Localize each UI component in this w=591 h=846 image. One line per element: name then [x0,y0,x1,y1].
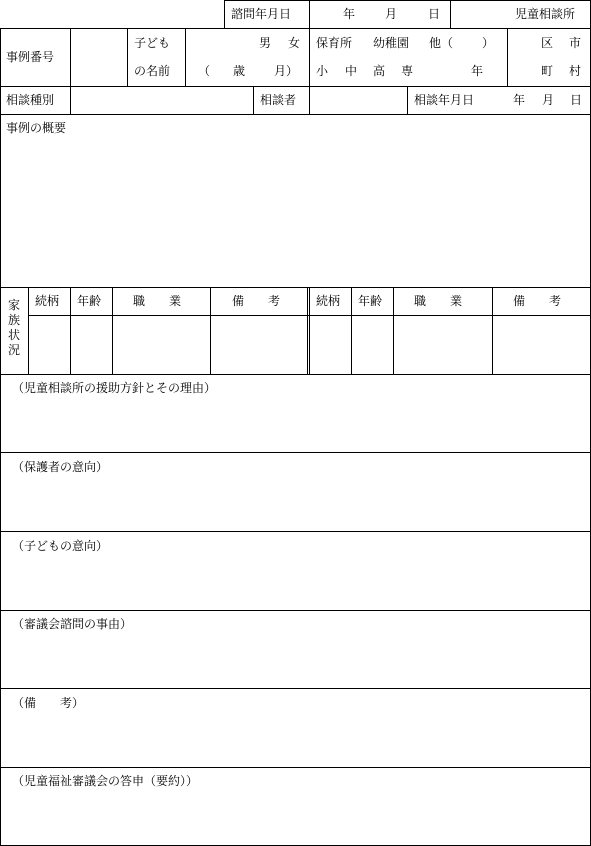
school-elementary[interactable]: 小 [316,64,329,78]
section-inquiry-reason-label: （審議会諮問の事由） [12,617,133,631]
family-relation-cell[interactable] [310,316,351,374]
village-option[interactable]: 村 [569,64,582,78]
school-other-close: ） [482,36,495,50]
family-label-char: 況 [7,343,20,357]
child-name-label-line2: の名前 [134,64,171,78]
inquiry-year-unit: 年 [343,7,356,21]
section-remarks-label: （備 考） [12,696,85,710]
section-guardian-intent-field[interactable] [1,475,590,531]
case-number-field[interactable] [71,29,127,86]
family-col-notes: 備 考 [232,294,281,308]
consult-type-label: 相談種別 [6,93,55,107]
family-col-notes: 備 考 [513,294,562,308]
case-number-label: 事例番号 [6,50,55,64]
inquiry-date-field[interactable] [310,0,450,28]
section-guidance-policy-field[interactable] [1,396,590,452]
family-label-char: 家 [7,298,20,312]
child-name-label-line1: 子ども [134,36,171,50]
sex-female-option[interactable]: 女 [288,36,301,50]
family-label-char: 族 [7,313,20,327]
office-label: 児童相談所 [515,7,576,21]
section-council-response-label: （児童福祉審議会の答申（要約）） [12,774,199,788]
city-option[interactable]: 市 [569,36,582,50]
consult-type-field[interactable] [71,87,253,114]
inquiry-month-unit: 月 [385,7,398,21]
town-option[interactable]: 町 [541,64,554,78]
family-col-relation: 続柄 [316,294,341,308]
school-grade-unit: 年 [471,64,484,78]
family-age-cell[interactable] [71,316,112,374]
child-name-field[interactable] [186,29,309,86]
sex-male-option[interactable]: 男 [259,36,272,50]
section-child-intent-label: （子どもの意向） [12,539,109,553]
consult-date-label: 相談年月日 [414,93,475,107]
family-occupation-cell[interactable] [113,316,210,374]
family-col-relation: 続柄 [35,294,60,308]
family-age-cell[interactable] [352,316,393,374]
consult-person-field[interactable] [310,87,407,114]
consult-month-unit: 月 [542,93,555,107]
consult-day-unit: 日 [570,93,583,107]
family-col-age: 年齢 [77,294,102,308]
school-nursery[interactable]: 保育所 [316,36,353,50]
consult-person-label: 相談者 [260,93,297,107]
section-guidance-policy-label: （児童相談所の援助方針とその理由） [12,381,217,395]
family-col-age: 年齢 [358,294,383,308]
ward-option[interactable]: 区 [541,36,554,50]
family-notes-cell[interactable] [493,316,590,374]
inquiry-day-unit: 日 [428,7,441,21]
section-remarks-field[interactable] [1,711,590,767]
school-high[interactable]: 高 [373,64,386,78]
age-open-paren: （ [198,64,211,78]
family-col-occupation: 職 業 [414,294,463,308]
section-child-intent-field[interactable] [1,554,590,610]
family-occupation-cell[interactable] [394,316,492,374]
age-years-unit: 歳 [233,64,246,78]
school-kindergarten[interactable]: 幼稚園 [373,36,410,50]
school-other[interactable]: 他（ [429,36,454,50]
municipality-field[interactable] [508,29,590,86]
age-months-unit: 月） [274,64,299,78]
school-field[interactable] [310,29,507,86]
section-guardian-intent-label: （保護者の意向） [12,460,109,474]
section-inquiry-reason-field[interactable] [1,632,590,688]
school-vocational[interactable]: 専 [401,64,414,78]
family-label-char: 状 [7,328,20,342]
family-notes-cell[interactable] [211,316,307,374]
inquiry-date-label: 諮問年月日 [231,7,292,21]
case-summary-field[interactable] [1,136,590,287]
consult-date-field[interactable] [495,87,590,114]
family-status-label [1,288,28,374]
case-summary-label: 事例の概要 [6,121,67,135]
school-junior-high[interactable]: 中 [345,64,358,78]
family-col-occupation: 職 業 [133,294,182,308]
consult-year-unit: 年 [513,93,526,107]
section-council-response-field[interactable] [1,789,590,845]
family-relation-cell[interactable] [29,316,70,374]
